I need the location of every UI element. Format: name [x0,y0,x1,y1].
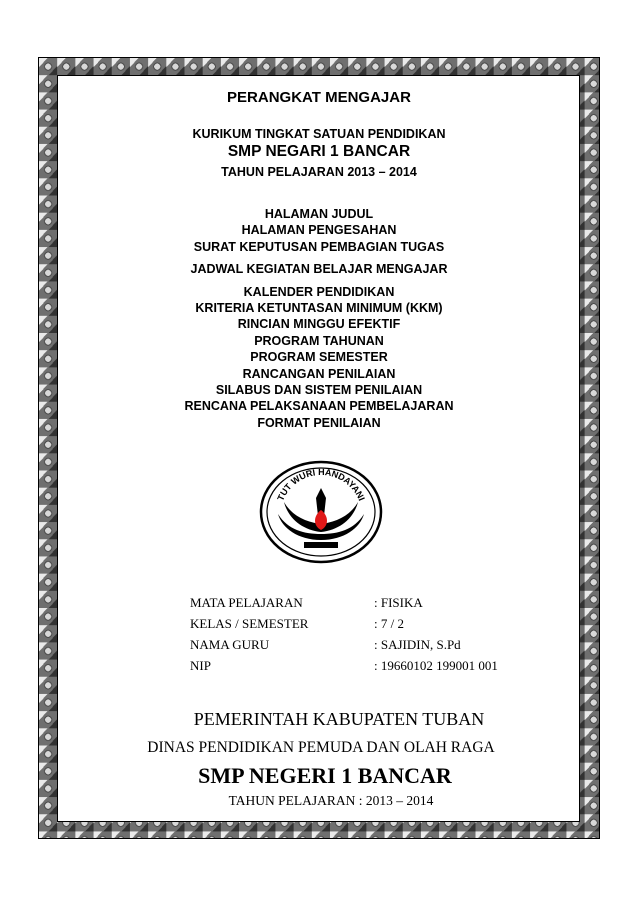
info-value: : 19660102 199001 001 [374,657,498,673]
contents-item: JADWAL KEGIATAN BELAJAR MENGAJAR [190,262,448,277]
teacher-info-table [190,592,498,676]
contents-item: SILABUS DAN SISTEM PENILAIAN [215,383,423,398]
svg-text:TUT WURI HANDAYANI: TUT WURI HANDAYANI [275,466,367,503]
contents-item: HALAMAN PENGESAHAN [241,223,397,238]
academic-year-bottom: TAHUN PELAJARAN : 2013 – 2014 [228,793,434,808]
table-row [190,634,498,655]
document-title: PERANGKAT MENGAJAR [227,89,411,106]
contents-item: KRITERIA KETUNTASAN MINIMUM (KKM) [195,301,443,316]
contents-item: PROGRAM SEMESTER [250,350,388,365]
info-label: MATA PELAJARAN [190,594,303,610]
tut-wuri-handayani-logo-icon [258,458,384,566]
contents-item: RANCANGAN PENILAIAN [242,366,396,381]
info-value: : 7 / 2 [374,615,404,631]
header-block [0,127,638,179]
contents-item: KALENDER PENDIDIKAN [243,284,395,299]
curriculum-line: KURIKUM TINGKAT SATUAN PENDIDIKAN [192,127,446,141]
school-name-top: SMP NEGARI 1 BANCAR [227,143,411,160]
contents-list [0,206,638,431]
contents-item: RINCIAN MINGGU EFEKTIF [237,317,401,332]
government-line: PEMERINTAH KABUPATEN TUBAN [193,709,485,729]
contents-item: PROGRAM TAHUNAN [254,333,384,348]
table-row [190,655,498,676]
contents-item: SURAT KEPUTUSAN PEMBAGIAN TUGAS [193,239,445,254]
info-label: NAMA GURU [190,636,270,652]
contents-item: RENCANA PELAKSANAAN PEMBELAJARAN [184,399,454,414]
info-label: NIP [190,657,211,673]
department-line: DINAS PENDIDIKAN PEMUDA DAN OLAH RAGA [147,739,495,756]
info-label: KELAS / SEMESTER [190,615,309,631]
school-name-bottom: SMP NEGERI 1 BANCAR [198,763,452,788]
info-value: : SAJIDIN, S.Pd [374,636,461,652]
contents-item: FORMAT PENILAIAN [257,415,381,430]
contents-item: HALAMAN JUDUL [264,207,374,221]
table-row [190,592,498,613]
info-value: : FISIKA [374,594,423,610]
academic-year-top: TAHUN PELAJARAN 2013 – 2014 [221,165,417,179]
footer-block [0,709,638,809]
table-row [190,613,498,634]
